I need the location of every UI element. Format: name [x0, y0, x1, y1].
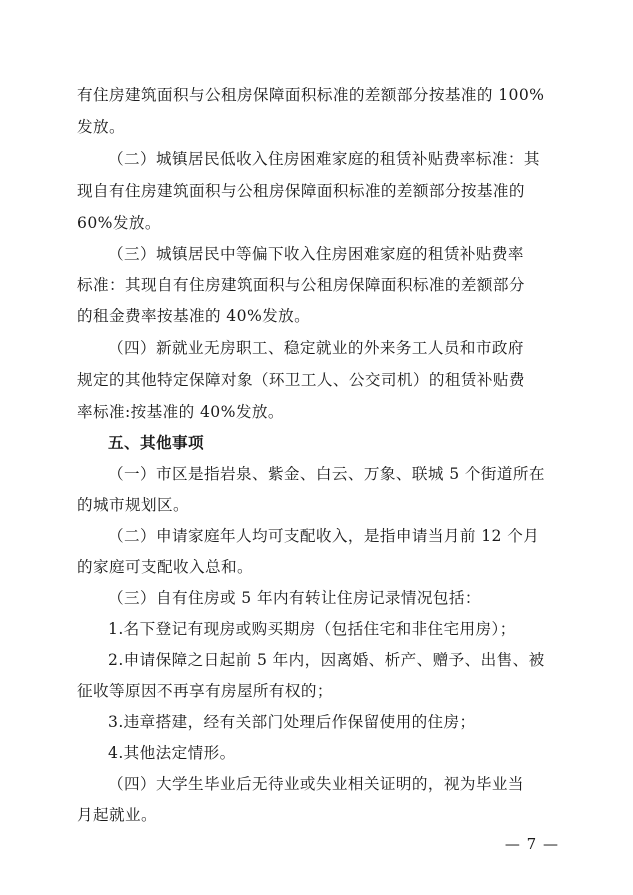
paragraph-line: （三）自有住房或 5 年内有转让住房记录情况包括： — [108, 589, 481, 607]
paragraph-line: 标准：其现自有住房建筑面积与公租房保障面积标准的差额部分 — [77, 276, 525, 294]
paragraph-line: 60%发放。 — [77, 214, 161, 232]
paragraph-line: 的家庭可支配收入总和。 — [77, 558, 253, 576]
paragraph-line: （三）城镇居民中等偏下收入住房困难家庭的租赁补贴费率 — [108, 245, 524, 263]
paragraph-line: 规定的其他特定保障对象（环卫工人、公交司机）的租赁补贴费 — [77, 371, 525, 389]
page-number: — 7 — — [504, 835, 559, 853]
paragraph-line: （四）新就业无房职工、稳定就业的外来务工人员和市政府 — [108, 339, 524, 357]
paragraph-line: 有住房建筑面积与公租房保障面积标准的差额部分按基准的 100% — [77, 86, 545, 104]
paragraph-line: （一）市区是指岩泉、紫金、白云、万象、联城 5 个街道所在 — [108, 465, 545, 483]
list-item: 4.其他法定情形。 — [108, 744, 236, 762]
list-item: 1.名下登记有现房或购买期房（包括住宅和非住宅用房）； — [108, 620, 516, 638]
paragraph-line: （二）申请家庭年人均可支配收入，是指申请当月前 12 个月 — [108, 527, 540, 545]
paragraph-line: 的租金费率按基准的 40%发放。 — [77, 307, 311, 325]
paragraph-line: 率标准:按基准的 40%发放。 — [77, 403, 284, 421]
paragraph-line: 月起就业。 — [77, 806, 157, 824]
list-item: 2.申请保障之日起前 5 年内，因离婚、析产、赠予、出售、被 — [108, 651, 545, 669]
list-item: 3.违章搭建，经有关部门处理后作保留使用的住房； — [108, 713, 476, 731]
paragraph-line: （四）大学生毕业后无待业或失业相关证明的，视为毕业当 — [108, 775, 524, 793]
paragraph-line: 发放。 — [77, 118, 125, 136]
paragraph-line: 的城市规划区。 — [77, 496, 189, 514]
paragraph-line: 征收等原因不再享有房屋所有权的； — [77, 682, 333, 700]
paragraph-line: （二）城镇居民低收入住房困难家庭的租赁补贴费率标准：其 — [108, 150, 540, 168]
section-heading: 五、其他事项 — [108, 434, 204, 452]
paragraph-line: 现自有住房建筑面积与公租房保障面积标准的差额部分按基准的 — [77, 182, 525, 200]
